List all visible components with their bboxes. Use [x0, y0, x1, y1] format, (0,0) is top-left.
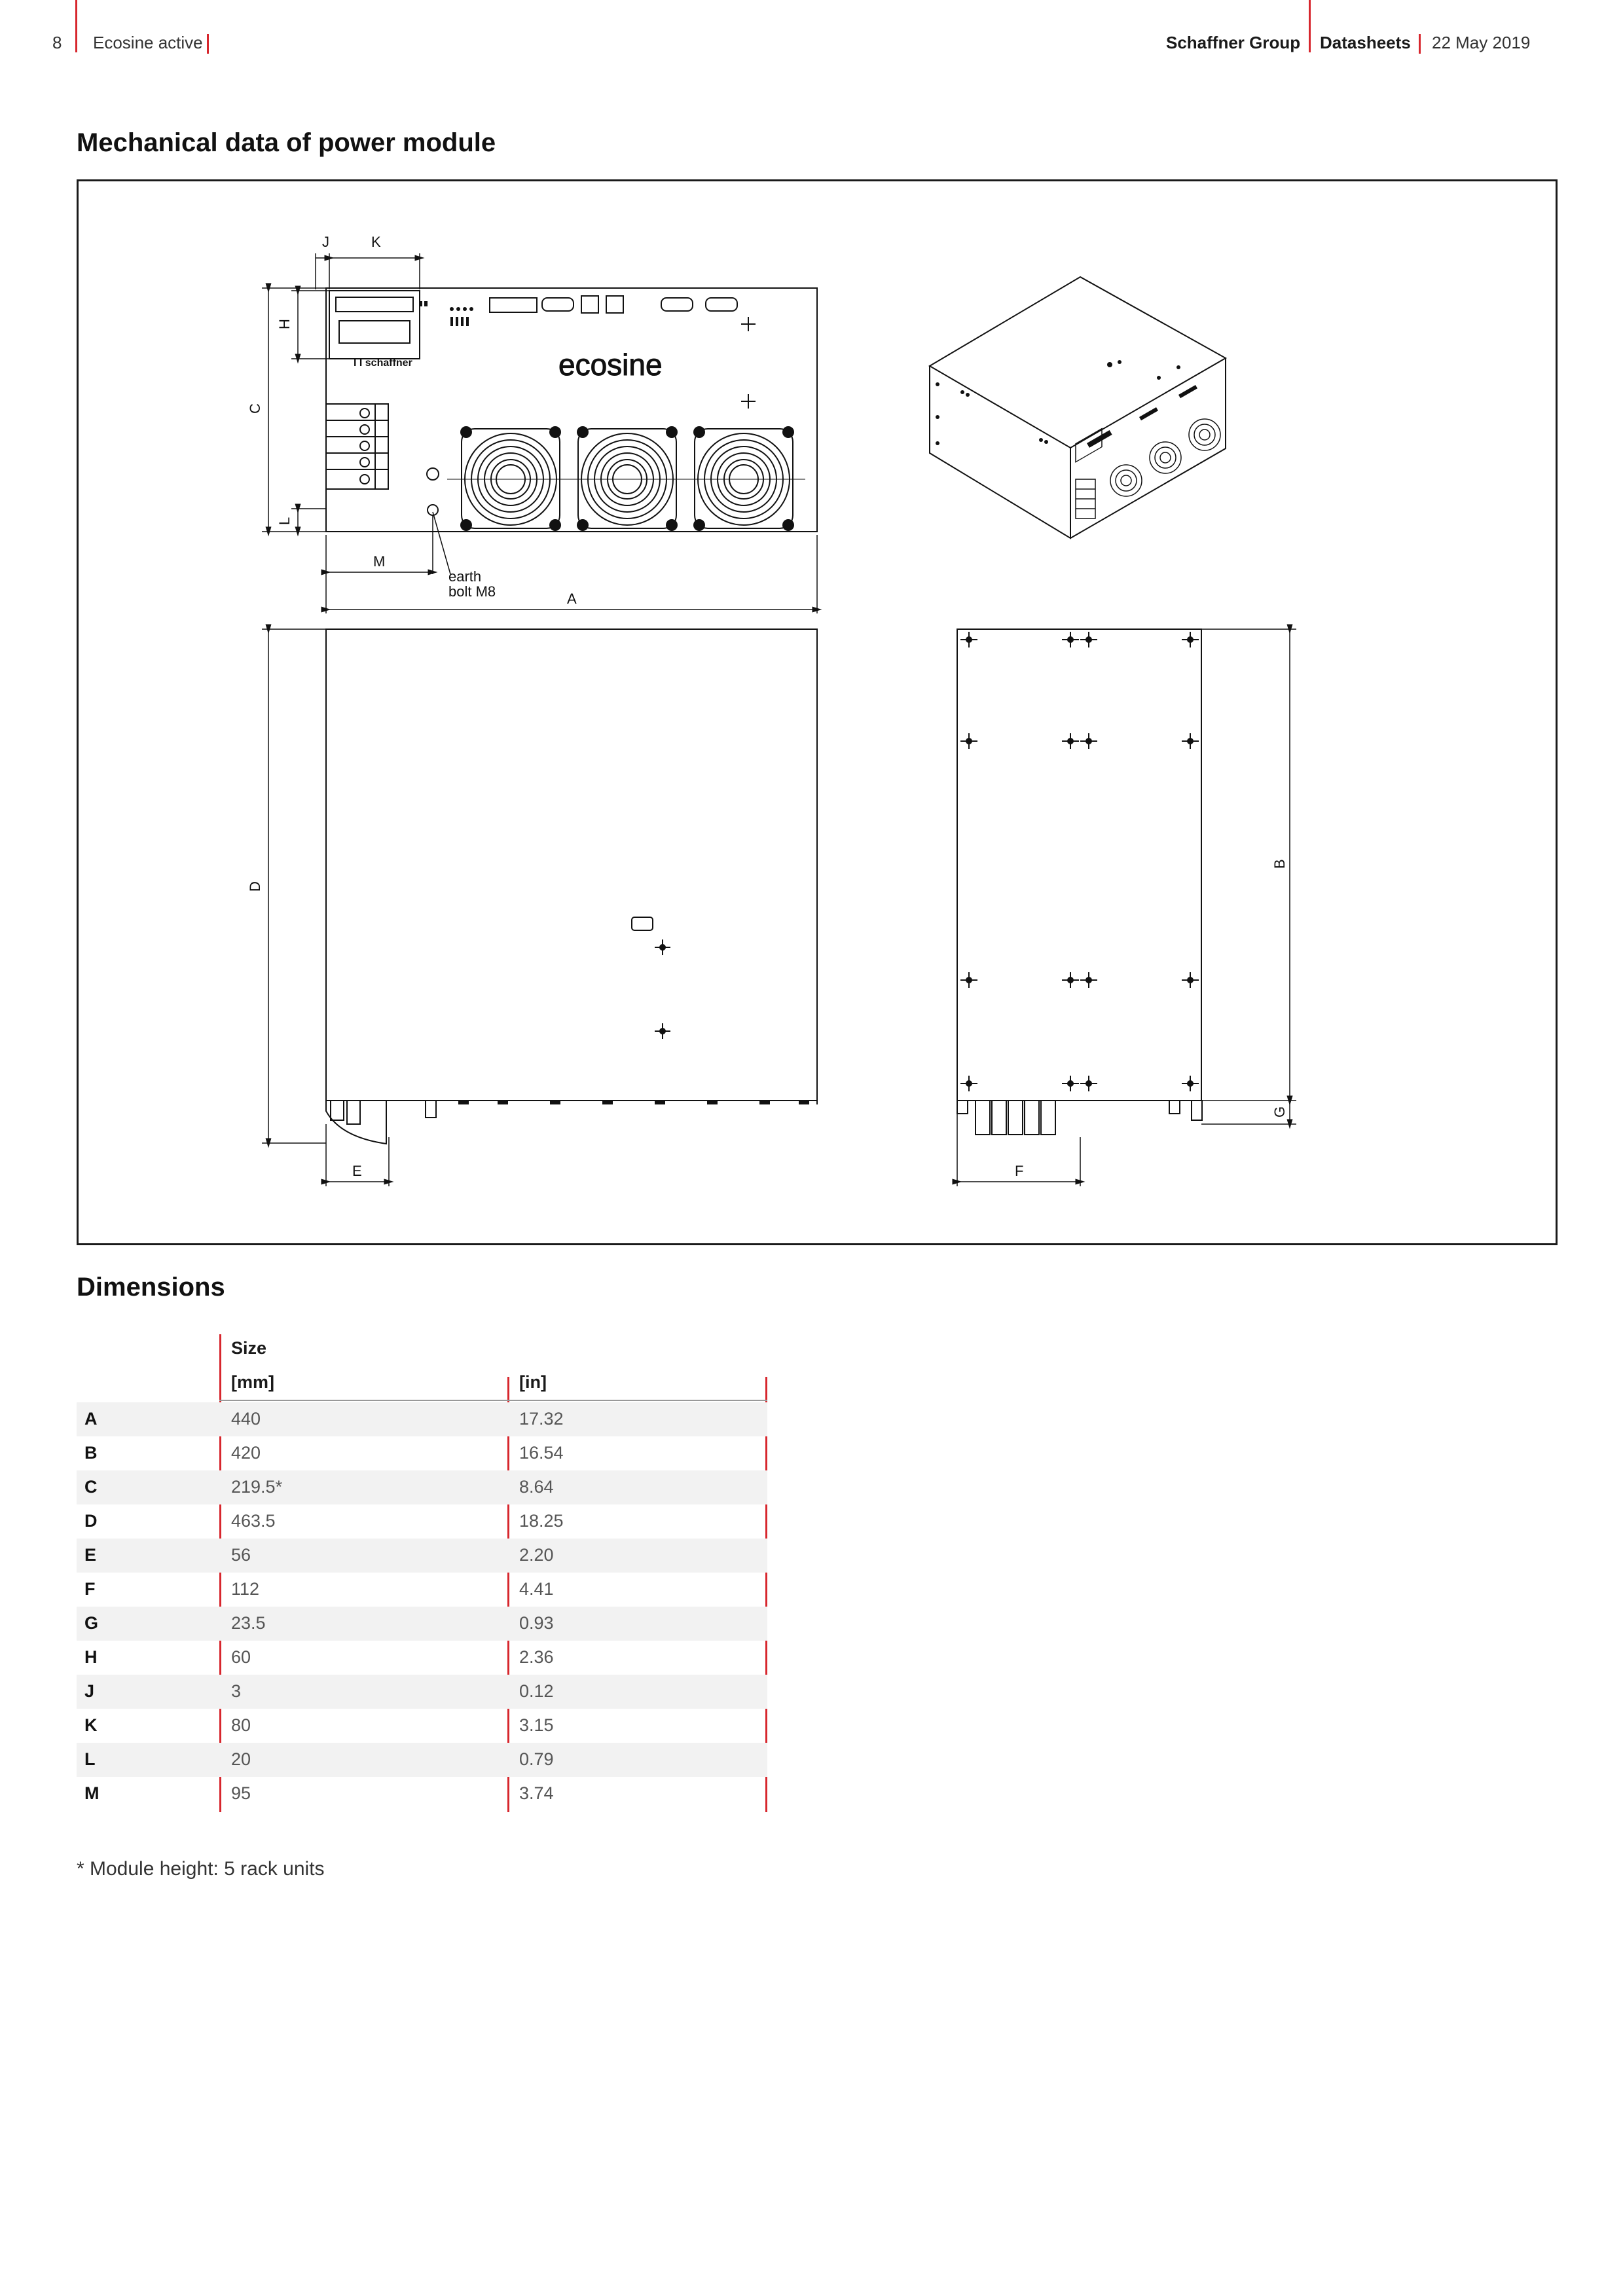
dim-label-K: K — [371, 234, 381, 250]
dim-label-A: A — [567, 591, 577, 607]
mechanical-title: Mechanical data of power module — [77, 128, 496, 157]
earth-label-2: bolt M8 — [448, 583, 496, 600]
schaffner-logo: I I schaffner — [354, 357, 412, 369]
iso-view — [930, 277, 1226, 538]
unit-in-header: [in] — [519, 1372, 547, 1392]
dim-label-H: H — [276, 319, 293, 329]
dim-label-F: F — [1015, 1163, 1024, 1179]
dim-label-B: B — [1271, 859, 1288, 869]
table-row: M 95 3.74 — [84, 1783, 554, 1803]
header-underline — [219, 1400, 767, 1401]
footnote: * Module height: 5 rack units — [77, 1858, 325, 1880]
table-row: E 56 2.20 — [77, 1539, 767, 1573]
drawing-svg — [79, 181, 1556, 1243]
header-rule-right — [1309, 0, 1311, 52]
table-row: J 3 0.12 — [77, 1675, 767, 1709]
section-name: Datasheets — [1320, 33, 1411, 52]
dim-label-M: M — [373, 553, 386, 570]
dim-label-D: D — [247, 881, 263, 892]
header-rule-left — [75, 0, 77, 52]
page-number: 8 — [52, 33, 62, 52]
dim-label-G: G — [1271, 1106, 1288, 1118]
mechanical-drawing — [77, 179, 1558, 1245]
rear-crosses — [960, 632, 1199, 1091]
company-name: Schaffner Group — [1166, 33, 1301, 52]
header-date: 22 May 2019 — [1432, 33, 1531, 52]
table-row: C 219.5* 8.64 — [77, 1470, 767, 1504]
table-row: L 20 0.79 — [77, 1743, 767, 1777]
fan-1 — [462, 429, 560, 528]
table-row: D 463.5 18.25 — [84, 1511, 564, 1531]
earth-label-1: earth — [448, 568, 482, 585]
table-row: H 60 2.36 — [84, 1647, 554, 1667]
rear-view — [957, 629, 1202, 1135]
table-row: B 420 16.54 — [84, 1443, 564, 1463]
header-separator — [207, 34, 209, 54]
dim-label-C: C — [247, 403, 263, 414]
fan-2 — [578, 429, 676, 528]
unit-mm-header: [mm] — [231, 1372, 274, 1392]
side-view — [326, 629, 817, 1144]
ecosine-logo: ecosine — [558, 348, 663, 382]
table-row: G 23.5 0.93 — [77, 1607, 767, 1641]
doc-title: Ecosine active — [93, 33, 203, 52]
header-separator-2 — [1419, 34, 1421, 54]
table-row: F 112 4.41 — [84, 1579, 554, 1599]
dim-label-E: E — [352, 1163, 362, 1179]
size-header: Size — [231, 1338, 267, 1358]
dim-label-L: L — [276, 517, 293, 525]
table-row: K 80 3.15 — [84, 1715, 554, 1735]
table-row: A 440 17.32 — [77, 1402, 767, 1436]
fan-3 — [695, 429, 793, 528]
dimensions-title: Dimensions — [77, 1273, 225, 1302]
dim-label-J: J — [322, 234, 329, 250]
